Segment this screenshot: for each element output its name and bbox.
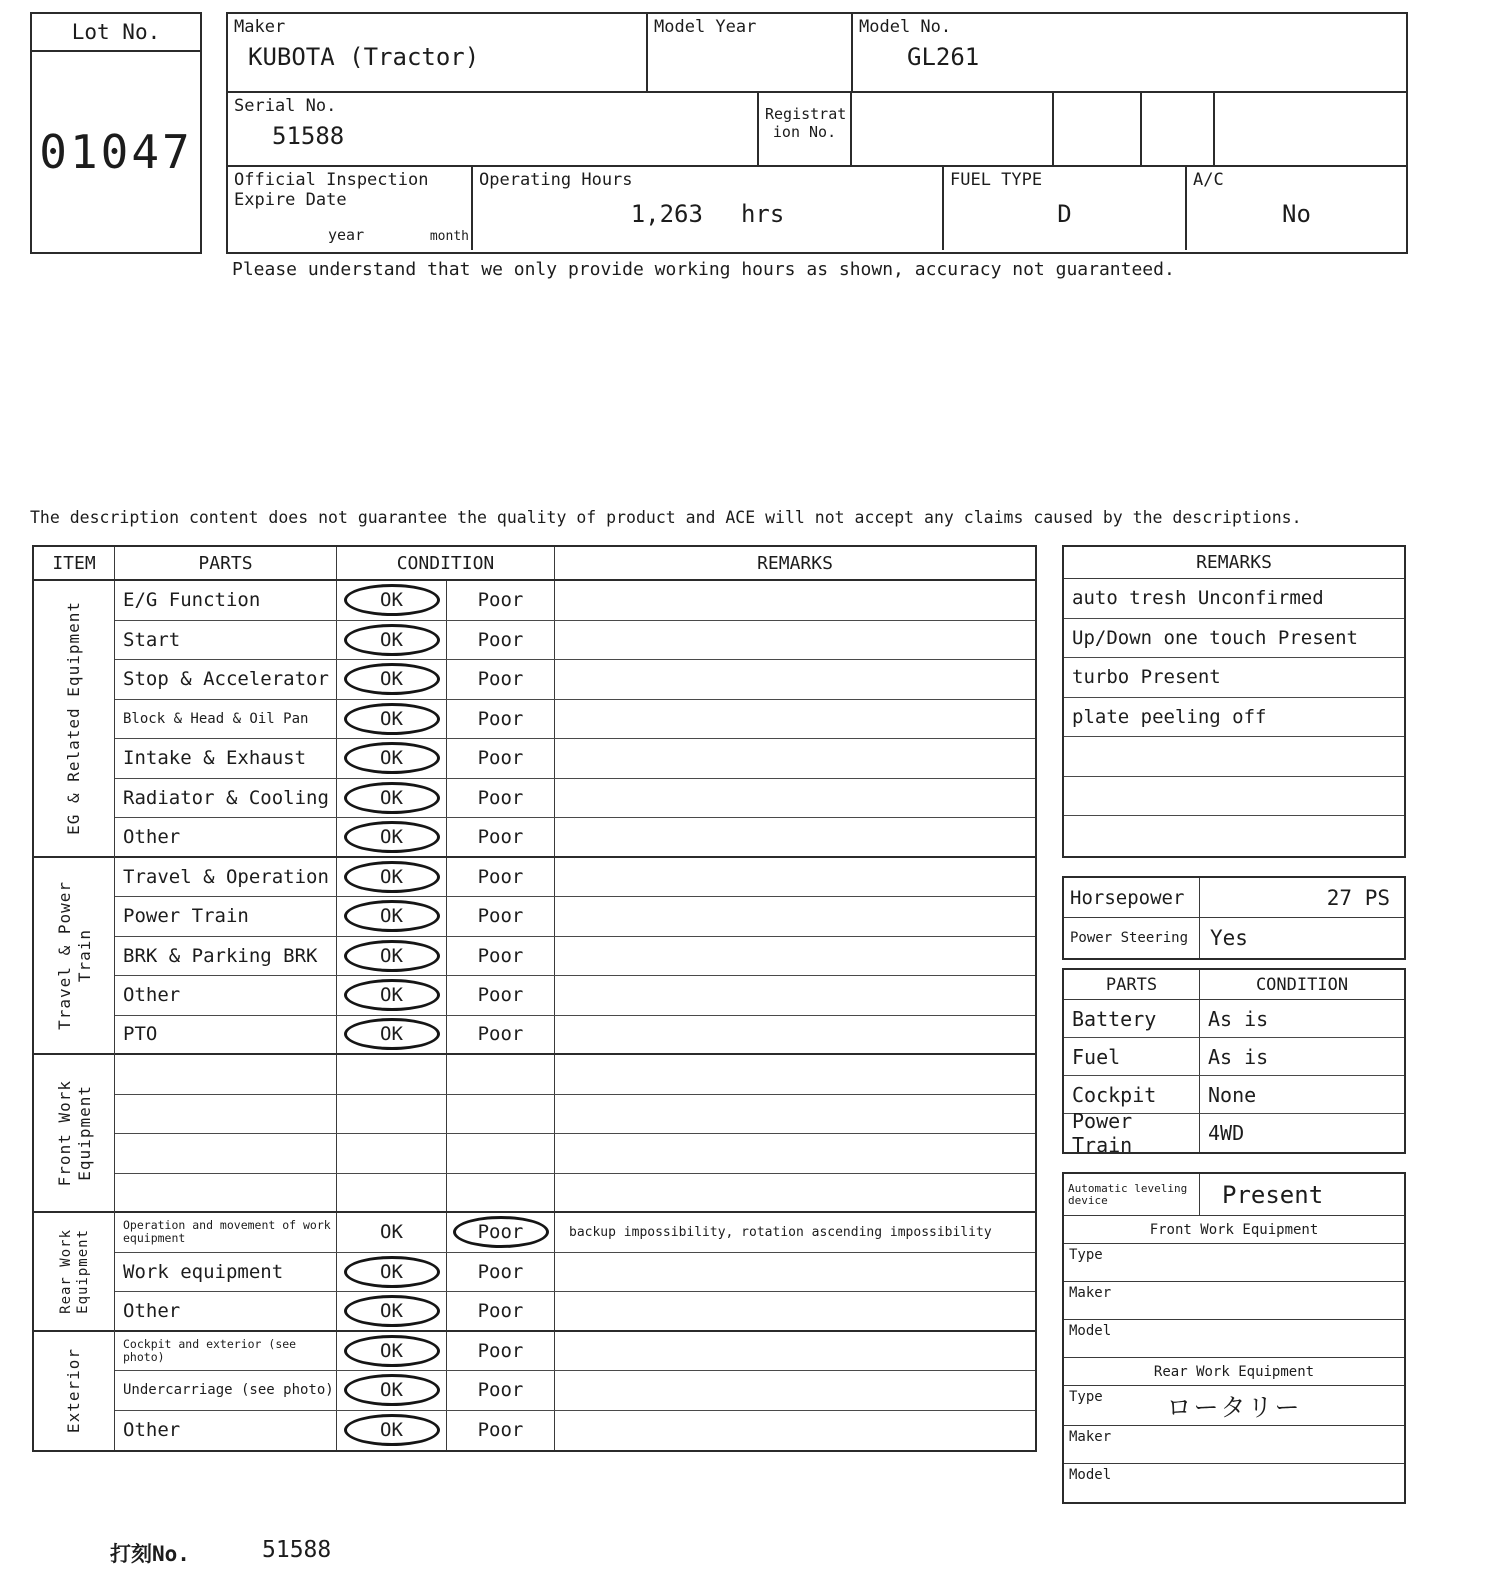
condition-ok-cell: OK [337,1371,447,1410]
remarks-column-header: REMARKS [757,552,833,574]
ok-circle-mark [344,900,440,932]
part-name-cell: Other [115,818,337,856]
model-no-value: GL261 [907,43,980,71]
condition-poor-cell [447,1095,555,1134]
horsepower-row [1064,878,1404,918]
horsepower-label: Horsepower [1064,878,1200,917]
ok-circle-mark [344,979,440,1011]
model-year-cell [648,14,853,91]
condition-ok-cell: OK [337,897,447,936]
operating-hours-value: 1,263 [630,200,703,228]
inspection-row [115,660,1035,700]
side-remark-row: turbo Present [1064,658,1404,698]
part-name-cell: Stop & Accelerator [115,660,337,699]
operating-hours-unit: hrs [740,200,785,228]
ok-circle-mark [344,1374,440,1406]
remark-cell [555,1371,1035,1410]
part-name-cell: Radiator & Cooling [115,779,337,818]
parts-condition-row: Cockpit None [1064,1076,1404,1114]
part-name-cell [115,1174,337,1212]
remark-cell [555,581,1035,620]
ok-circle-mark [344,1256,440,1288]
official-inspection-label-line2: Expire Date [234,190,347,210]
expire-month-label: month [429,229,469,244]
remark-cell [555,1253,1035,1292]
condition-poor-cell: Poor [447,1411,555,1451]
maker-value: KUBOTA (Tractor) [248,43,480,71]
model-label: Model [1069,1323,1112,1339]
condition-ok-cell: OK [337,1292,447,1330]
front-type-row [1064,1244,1404,1282]
ac-cell [1187,167,1406,250]
ok-circle-mark [344,821,440,853]
inspection-row [115,1371,1035,1411]
inspection-row [115,621,1035,661]
inspection-row [115,1253,1035,1293]
rear-maker-row [1064,1426,1404,1464]
description-disclaimer-note: The description content does not guarantee the quality of product and ACE will not accept any claims caused by the descriptions. [30,508,1302,527]
condition-poor-cell [447,1055,555,1094]
header-row-3 [228,167,1406,250]
registration-value-cell [852,93,1054,165]
model-year-label: Model Year [654,17,757,37]
part-name-cell [115,1055,337,1094]
inspection-row [115,581,1035,621]
part-name-cell: Undercarriage (see photo) [115,1371,337,1410]
maker-cell [228,14,648,91]
section-label-exterior: Exterior [64,1348,83,1434]
inspection-table [32,545,1037,1452]
condition-ok-cell: OK [337,1332,447,1371]
part-name-cell [115,1134,337,1173]
inspection-row [115,1055,1035,1095]
horsepower-value: 27 PS [1326,885,1390,910]
condition-poor-cell: Poor [447,660,555,699]
rear-model-row [1064,1464,1404,1502]
ok-circle-mark [344,1414,440,1446]
condition-ok-cell: OK [337,1016,447,1054]
condition-poor-cell: Poor [447,937,555,976]
section-label-travel-power-train: Travel & Power Train [34,858,114,1056]
remark-cell [555,1292,1035,1330]
condition-ok-cell: OK [337,858,447,897]
condition-ok-cell [337,1055,447,1094]
poor-circle-mark [453,1216,549,1248]
expire-year-label: year [328,226,365,244]
inspection-row [115,976,1035,1016]
remark-cell [555,700,1035,739]
rear-work-equipment-header: Rear Work Equipment [1064,1358,1404,1386]
section-label-rear-work-equipment: Rear Work Equipment [34,1213,114,1332]
stamp-number-label: 打刻No. [110,1542,190,1566]
condition-poor-cell: Poor [447,1253,555,1292]
auto-leveling-label: Automatic leveling device [1064,1174,1200,1215]
rear-type-row [1064,1386,1404,1426]
condition-ok-cell: OK [337,1213,447,1252]
header-empty-cell [1215,93,1406,165]
remark-cell [555,779,1035,818]
condition-ok-cell [337,1134,447,1173]
maker-label: Maker [1069,1429,1112,1445]
condition-column-header: CONDITION [337,547,555,579]
condition-poor-cell: Poor [447,897,555,936]
part-name-cell: Cockpit and exterior (see photo) [115,1332,337,1371]
auto-leveling-value: Present [1222,1180,1324,1209]
ok-circle-mark [344,1295,440,1327]
ok-circle-mark [344,1018,440,1050]
hours-disclaimer-note: Please understand that we only provide working hours as shown, accuracy not guaranteed. [232,259,1175,280]
part-name-cell: Other [115,1411,337,1451]
condition-ok-cell: OK [337,621,447,660]
side-remark-row: Up/Down one touch Present [1064,619,1404,659]
parts-condition-row: Power Train 4WD [1064,1114,1404,1152]
operating-hours-cell [473,167,944,250]
part-name-cell [115,1095,337,1134]
item-column-header: ITEM [34,547,115,579]
inspection-row [115,1174,1035,1214]
part-name-cell: Intake & Exhaust [115,739,337,778]
part-name-cell: BRK & Parking BRK [115,937,337,976]
condition-ok-cell: OK [337,700,447,739]
remark-cell [555,621,1035,660]
registration-no-label-line2: ion No. [772,123,837,141]
power-steering-value: Yes [1210,926,1248,950]
condition-poor-cell: Poor [447,779,555,818]
condition-poor-cell: Poor [447,621,555,660]
side-remark-row [1064,816,1404,856]
inspection-row [115,700,1035,740]
inspection-row [115,1095,1035,1135]
parts-header: PARTS [1064,970,1200,999]
serial-no-label: Serial No. [234,96,337,116]
condition-ok-cell: OK [337,1253,447,1292]
power-steering-row [1064,918,1404,958]
part-name-cell: Work equipment [115,1253,337,1292]
condition-ok-cell: OK [337,779,447,818]
condition-poor-cell: Poor [447,976,555,1015]
fuel-type-value: D [1057,200,1072,228]
inspection-row [115,779,1035,819]
official-inspection-label-line1: Official Inspection [234,170,429,190]
header-empty-cell [1142,93,1215,165]
inspection-row [115,1213,1035,1253]
type-label: Type [1069,1247,1103,1263]
condition-ok-cell: OK [337,581,447,620]
inspection-row [115,937,1035,977]
model-no-cell [853,14,1406,91]
parts-column-header: PARTS [115,547,337,579]
inspection-row [115,1016,1035,1056]
work-equipment-box [1062,1172,1406,1504]
part-name-cell: E/G Function [115,581,337,620]
condition-poor-cell [447,1174,555,1212]
front-maker-row [1064,1282,1404,1320]
maker-label: Maker [1069,1285,1112,1301]
parts-condition-box [1062,968,1406,1157]
inspection-rows [115,581,1035,1450]
remark-cell [555,818,1035,856]
part-name-cell: PTO [115,1016,337,1054]
registration-no-label-line1: Registrat [765,105,847,123]
inspection-table-header [34,547,1035,581]
condition-poor-cell: Poor [447,700,555,739]
remark-cell [555,1134,1035,1173]
lot-number-value: 01047 [39,125,193,179]
registration-no-cell [759,93,852,165]
side-remark-row: plate peeling off [1064,698,1404,738]
condition-header: CONDITION [1255,974,1349,995]
inspection-row [115,1292,1035,1332]
part-name-cell: Other [115,1292,337,1330]
remark-cell [555,660,1035,699]
ok-circle-mark [344,624,440,656]
remark-cell [555,858,1035,897]
part-name-cell: Operation and movement of work equipment [115,1213,337,1252]
condition-poor-cell: Poor [447,581,555,620]
remark-cell [555,1095,1035,1134]
part-name-cell: Power Train [115,897,337,936]
inspection-row [115,818,1035,858]
condition-ok-cell: OK [337,937,447,976]
ok-circle-mark [344,861,440,893]
condition-poor-cell: Poor [447,818,555,856]
condition-poor-cell: Poor [447,1292,555,1330]
condition-poor-cell [447,1134,555,1173]
fuel-type-label: FUEL TYPE [950,170,1043,190]
section-label-eg-related-equipment: EG & Related Equipment [34,581,114,858]
condition-ok-cell: OK [337,976,447,1015]
condition-poor-cell: Poor [447,1016,555,1054]
parts-condition-row: Battery As is [1064,1000,1404,1038]
remark-cell [555,1332,1035,1371]
official-inspection-cell [228,167,473,250]
parts-condition-row: Fuel As is [1064,1038,1404,1076]
serial-no-cell [228,93,759,165]
maker-label: Maker [234,17,286,37]
stamp-number-value: 51588 [262,1537,332,1563]
condition-ok-cell [337,1174,447,1212]
section-label-front-work-equipment: Front Work Equipment [34,1055,114,1213]
header-empty-cell [1054,93,1142,165]
ok-circle-mark [344,782,440,814]
inspection-row [115,1134,1035,1174]
header-row-2 [228,93,1406,167]
inspection-row [115,897,1035,937]
remark-cell [555,1016,1035,1054]
remark-cell [555,976,1035,1015]
model-no-label: Model No. [859,17,952,37]
fuel-type-cell [944,167,1187,250]
power-steering-label: Power Steering [1064,918,1200,958]
inspection-row [115,739,1035,779]
remark-cell [555,1411,1035,1451]
front-work-equipment-header: Front Work Equipment [1064,1216,1404,1244]
item-section-column [34,581,115,1450]
serial-no-value: 51588 [272,122,345,150]
condition-ok-cell [337,1095,447,1134]
condition-ok-cell: OK [337,660,447,699]
side-remarks-header: REMARKS [1064,547,1404,579]
type-label: Type [1069,1389,1103,1405]
ac-label: A/C [1193,170,1224,190]
ok-circle-mark [344,940,440,972]
side-remark-row [1064,777,1404,817]
condition-ok-cell: OK [337,739,447,778]
part-name-cell: Start [115,621,337,660]
condition-poor-cell: Poor [447,1332,555,1371]
parts-condition-header [1064,970,1404,1000]
ok-circle-mark [344,663,440,695]
condition-ok-cell: OK [337,818,447,856]
side-remark-row: auto tresh Unconfirmed [1064,579,1404,619]
condition-poor-cell: Poor [447,739,555,778]
operating-hours-label: Operating Hours [479,170,633,190]
remark-cell [555,739,1035,778]
remark-cell [555,897,1035,936]
vehicle-header-table [226,12,1408,254]
ok-circle-mark [344,1335,440,1367]
inspection-row [115,1332,1035,1372]
part-name-cell: Block & Head & Oil Pan [115,700,337,739]
side-remark-row [1064,737,1404,777]
part-name-cell: Travel & Operation [115,858,337,897]
condition-poor-cell: Poor [447,1371,555,1410]
part-name-cell: Other [115,976,337,1015]
side-remarks-box [1062,545,1406,858]
lot-number-label: Lot No. [32,14,200,52]
condition-poor-cell: Poor [447,858,555,897]
front-model-row [1064,1320,1404,1358]
remark-cell: backup impossibility, rotation ascending impossibility [569,1224,992,1240]
rear-type-value: ロータリー [1166,1392,1302,1422]
remark-cell [555,937,1035,976]
ok-circle-mark [344,584,440,616]
remark-cell [555,1174,1035,1212]
header-row-1 [228,14,1406,93]
condition-ok-cell: OK [337,1411,447,1451]
model-label: Model [1069,1467,1112,1483]
remark-cell [555,1055,1035,1094]
spec-box [1062,876,1406,960]
inspection-row [115,1411,1035,1451]
lot-number-box [30,12,202,254]
ac-value: No [1282,200,1311,228]
ok-circle-mark [344,742,440,774]
auto-leveling-row [1064,1174,1404,1216]
inspection-row [115,858,1035,898]
ok-circle-mark [344,703,440,735]
condition-poor-cell: Poor [447,1213,555,1252]
